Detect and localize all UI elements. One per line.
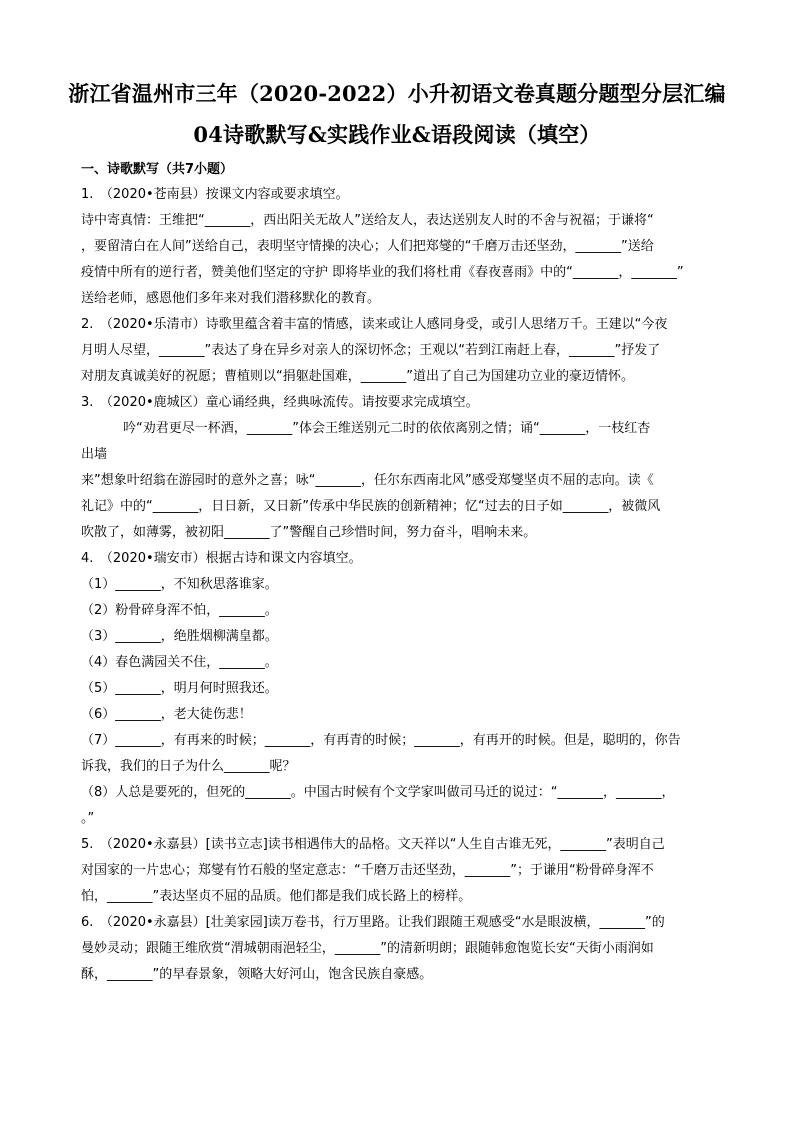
- question-line: （8）人总是要死的，但死的_______。中国古时候有个文学家叫做司马迁的说过：“_______，_______，: [81, 785, 675, 800]
- question-line: ，要留清白在人间”送给自己，表明坚守情操的决心；人们把郑燮的“千磨万击还坚劲，_______”送给: [81, 239, 654, 254]
- question-line: 怕，_______”表达坚贞不屈的品质。他们都是我们成长路上的榜样。: [81, 889, 472, 904]
- question-line: 3. （2020•鹿城区）童心诵经典，经典咏流传。请按要求完成填空。: [81, 395, 479, 410]
- question-line: 5. （2020•永嘉县）[读书立志]读书相遇伟大的品格。文天祥以“人生自古谁无死，_______”表明自己: [81, 837, 665, 852]
- question-line: 吹散了，如薄雾，被初阳_______了”警醒自己珍惜时间，努力奋斗，唱响未来。: [81, 525, 537, 540]
- question-line: （4）春色满园关不住，_______。: [81, 655, 278, 670]
- document-title-line-1: 浙江省温州市三年（2020-2022）小升初语文卷真题分题型分层汇编: [68, 81, 726, 106]
- question-line: （7）_______，有再来的时候；_______，有再青的时候；_______，有再开的时候。但是，聪明的，你告: [81, 733, 681, 748]
- question-line: 对朋友真诚美好的祝愿；曹植则以“捐躯赴国难，_______”道出了自己为国建功立业的豪迈情怀。: [81, 369, 634, 384]
- question-5: [81, 832, 721, 910]
- document-title-line-2: 04诗歌默写&实践作业&语段阅读（填空）: [193, 122, 601, 147]
- question-1: [81, 182, 721, 312]
- question-line: 2. （2020•乐清市）诗歌里蕴含着丰富的情感，读来或让人感同身受，或引人思绪万千。王建以“今夜: [81, 317, 668, 332]
- question-3: [81, 390, 721, 546]
- question-4: [81, 546, 721, 832]
- question-line: 。”: [81, 811, 95, 826]
- question-line: 4. （2020•瑞安市）根据古诗和课文内容填空。: [81, 551, 362, 566]
- question-line: 疫情中所有的逆行者，赞美他们坚定的守护 即将毕业的我们将杜甫《春夜喜雨》中的“_______，_______”: [81, 265, 684, 280]
- question-line: 1. （2020•苍南县）按课文内容或要求填空。: [81, 187, 349, 202]
- question-line: 曼妙灵动；跟随王维欣赏“渭城朝雨浥轻尘，_______”的清新明朗；跟随韩愈饱览长安“天街小雨润如: [81, 941, 654, 956]
- question-6: [81, 910, 721, 988]
- question-line: （2）粉骨碎身浑不怕，_______。: [81, 603, 278, 618]
- question-line: （5）_______，明月何时照我还。: [81, 681, 278, 696]
- question-line: 诉我，我们的日子为什么_______呢？: [81, 759, 296, 774]
- question-line: 送给老师，感恩他们多年来对我们潜移默化的教育。: [81, 291, 381, 306]
- question-2: [81, 312, 721, 390]
- question-line: 诗中寄真情：王维把“_______，西出阳关无故人”送给友人，表达送别友人时的不舍与祝福；于谦将“: [81, 213, 654, 228]
- question-line: 吟“劝君更尽一杯酒，_______”体会王维送别元二时的依依离别之情；诵“_______，一枝红杏: [123, 421, 651, 436]
- question-line: （6）_______，老大徒伤悲！: [81, 707, 252, 722]
- question-line: 对国家的一片忠心；郑燮有竹石般的坚定意志：“千磨万击还坚劲，_______”；于谦用“粉骨碎身浑不: [81, 863, 654, 878]
- question-line: （1）_______，不知秋思落谁家。: [81, 577, 278, 592]
- question-line: 礼记》中的“_______，日日新，又日新”传承中华民族的创新精神；忆“过去的日子如_______，被微风: [81, 499, 661, 514]
- question-line: 出墙: [81, 447, 108, 462]
- question-line: 6. （2020•永嘉县）[壮美家园]读万卷书，行万里路。让我们跟随王观感受“水是眼波横，_______”的: [81, 915, 665, 930]
- question-line: 月明人尽望，_______”表达了身在异乡对亲人的深切怀念；王观以“若到江南赶上春，_______”抒发了: [81, 343, 661, 358]
- question-line: 来”想象叶绍翁在游园时的意外之喜；咏“_______，任尔东西南北风”感受郑燮坚贞不屈的志向。读《: [81, 473, 654, 488]
- questions-container: [81, 182, 721, 988]
- question-line: 酥，_______”的早春景象，领略大好河山，饱含民族自豪感。: [81, 967, 433, 982]
- section-heading: 一、诗歌默写（共7小题）: [81, 162, 234, 177]
- question-line: （3）_______，绝胜烟柳满皇都。: [81, 629, 278, 644]
